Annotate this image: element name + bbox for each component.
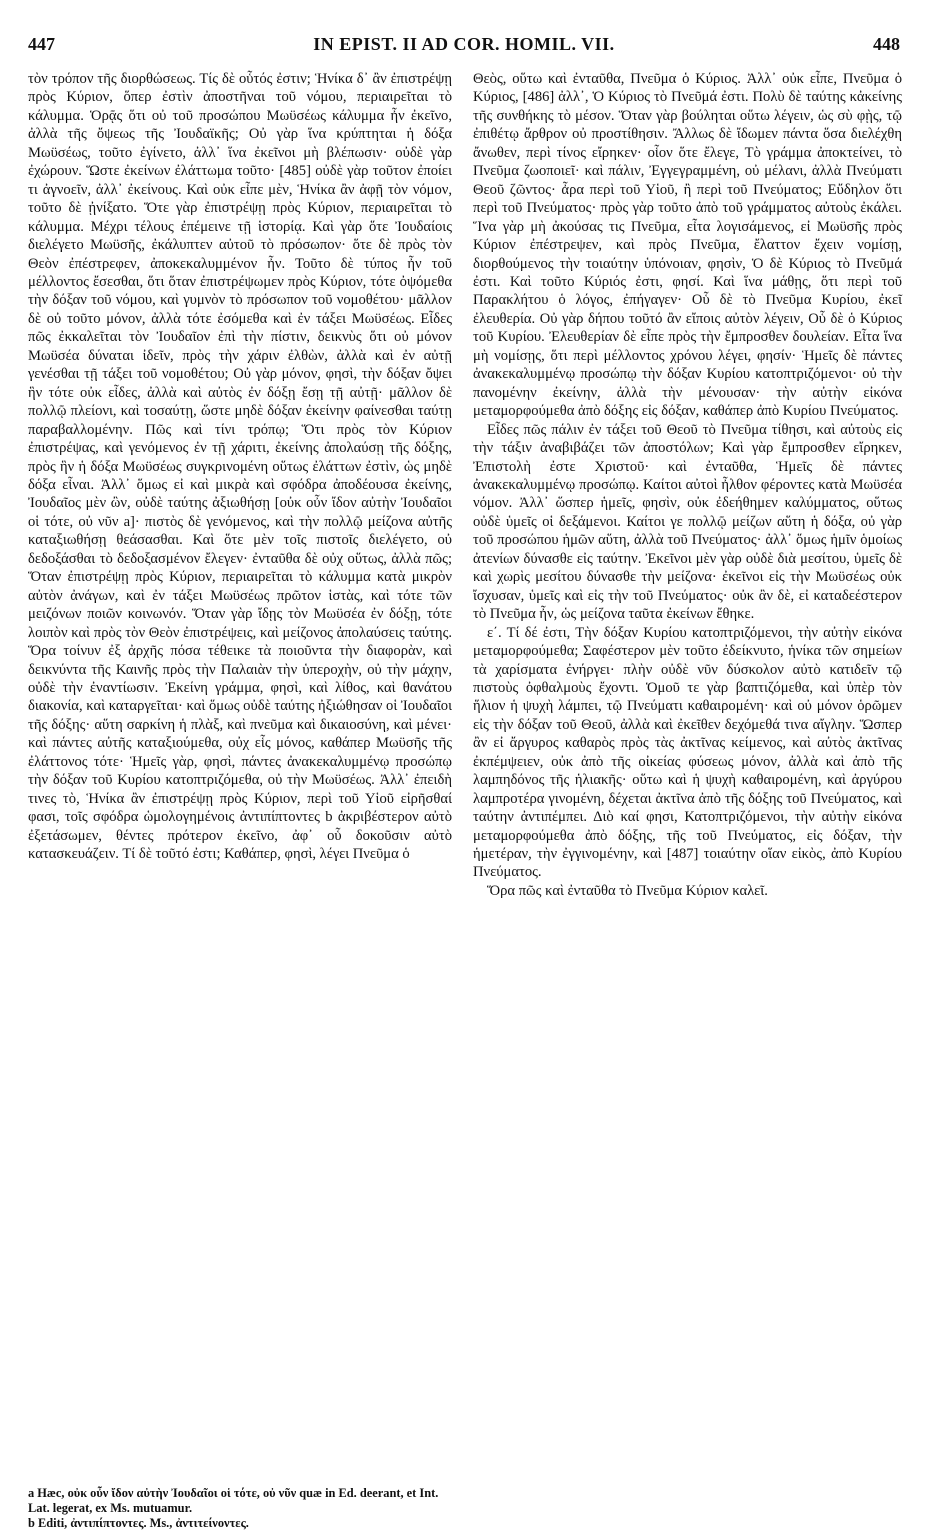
right-paragraph-1: Θεὸς, οὕτω καὶ ἐνταῦθα, Πνεῦμα ὁ Κύριος. Ἀλλ᾿ οὐκ εἶπε, Πνεῦμα ὁ Κύριος, [486] ἀλλ᾿, Ὁ Κύριος τὸ Πνεῦμά ἐστι. Πολὺ δὲ ταύτης κἀκείνης τῆς συνθήκης τὸ μέσον. Ὅταν γὰρ βούληται οὕτω λέγειν, ὡς σὺ φῂς, τῷ ἐπιθέτῳ ἄρθρον οὐ προστίθησιν. Ἄλλως δὲ ἴδωμεν πάντα ὅσα διελέχθη ἄνωθεν, περὶ τίνος εἴρηκεν· οἷον ὅτε ἔλεγε, Τὸ γράμμα ἀποκτείνει, τὸ Πνεῦμα ζωοποιεῖ· καὶ πάλιν, Ἐγγεγραμμένη, οὐ μέλανι, ἀλλὰ Πνεύματι Θεοῦ ζῶντος· ἆρα περὶ τοῦ Υἱοῦ, ἢ περὶ τοῦ Πνεύματος; Εὔδηλον ὅτι περὶ τοῦ Πνεύματος· πρὸς γὰρ τοῦτο ἀπὸ τοῦ γράμματος αὐτοὺς ἐκάλει. Ἵνα γὰρ μὴ ἀκούσας τις Πνεῦμα, εἶτα λογισάμενος, εἰ Μωϋσῆς πρὸς Κύριον ἐπέστρεψεν, καὶ πρὸς Πνεῦμα, ἔλαττον ἔχειν νομίσῃ, διορθούμενος τὴν τοιαύτην ὑπόνοιαν, φησὶν, Ὁ δὲ Κύριος τὸ Πνεῦμά ἐστι. Καὶ τοῦτο Κύριός ἐστι, φησί. Καὶ ἵνα μάθῃς, ὅτι περὶ τοῦ Παρακλήτου ὁ λόγος, ἐπήγαγεν· Οὗ δὲ τὸ Πνεῦμα Κυρίου, ἐκεῖ ἐλευθερία. Οὐ γὰρ δήπου τοῦτό ἂν εἴποις αὐτὸν λέγειν, Οὗ δὲ ὁ Κύριος τοῦ Κυρίου. Ἐλευθερίαν δὲ εἶπε πρὸς τὴν ἔμπροσθεν δουλείαν. Εἶτα ἵνα μὴ νομίσῃς, ὅτι περὶ μέλλοντος χρόνου λέγει, φησίν· Ἡμεῖς δὲ πάντες ἀνακεκαλυμμένῳ προσώπῳ τὴν δόξαν Κυρίου κατοπτριζόμενοι· οὐ τὴν πανομένην ἐκείνην, ἀλλὰ τὴν μένουσαν· τὴν αὐτὴν εἰκόνα μεταμορφούμεθα ἀπὸ δόξης εἰς δόξαν, καθάπερ ἀπὸ Κυρίου Πνεύματος. (473, 71, 902, 420)
left-paragraph-1: τὸν τρόπον τῆς διορθώσεως. Τίς δὲ οὗτός ἐστιν; Ἡνίκα δ᾿ ἂν ἐπιστρέψῃ πρὸς Κύριον, ὅπερ ἐστὶν ἀποστῆναι τοῦ νόμου, περιαιρεῖται τὸ κάλυμμα. Ὁρᾷς ὅτι οὐ τοῦ προσώπου Μωϋσέως κάλυμμα ἦν ἐκεῖνο, ἀλλὰ τῆς ὄψεως τῆς Ἰουδαϊκῆς; Οὐ γὰρ ἵνα κρύπτηται ἡ δόξα Μωϋσέως, τοῦτο ἐγίνετο, ἀλλ᾿ ἵνα ἐκεῖνοι μὴ βλέπωσιν· οὐδὲ γὰρ ἐχώρουν. Ὥστε ἐκείνων ἐλάττωμα τοῦτο· [485] οὐδὲ γὰρ τοῦτον ἐποίει τι ἀγνοεῖν, ἀλλ᾿ ἐκείνους. Καὶ οὐκ εἶπε μὲν, Ἡνίκα ἂν ἀφῇ τὸν νόμον, τοῦτο δὲ ᾐνίξατο. Ὅτε γὰρ ἐπιστρέψῃ πρὸς Κύριον, περιαιρεῖται τὸ κάλυμμα. Μέχρι τέλους ἐπέμεινε τῇ ἱστορίᾳ. Καὶ γὰρ ὅτε Ἰουδαίοις διελέγετο Μωϋσῆς, ἐκάλυπτεν αὐτοῦ τὸ πρόσωπον· ὅτε δὲ πρὸς τὸν Θεὸν ἐπέστρεφεν, ἀποκεκαλυμμένον ἦν. Τοῦτο δὲ τύπος ἦν τοῦ μέλλοντος ἔσεσθαι, ὅτι ὅταν ἐπιστρέψωμεν πρὸς Κύριον, τότε ὀψόμεθα τὴν δόξαν τοῦ νόμου, καὶ γυμνὸν τὸ πρόσωπον τοῦ νομοθέτου· μᾶλλον δὲ οὐ τοῦτο μόνον, ἀλλὰ τότε ἐσόμεθα καὶ ἐν τάξει Μωϋσέως. Εἶδες πῶς ἐκκαλεῖται τὸν Ἰουδαῖον ἐπὶ τὴν πίστιν, δεικνὺς ὅτι οὐ μόνον Μωϋσέα δύναται ἰδεῖν, πρὸς τὴν χάριν ἐλθὼν, ἀλλὰ καὶ ἐν αὐτῇ γενέσθαι τῇ τάξει τοῦ νομοθέτου; Οὐ γὰρ μόνον, φησὶ, τὴν δόξαν ὄψει ἣν τότε οὐκ εἶδες, ἀλλὰ καὶ αὐτὸς ἐν δόξῃ ἔσῃ τῇ αὐτῇ· μᾶλλον δὲ πολλῷ πλείονι, καὶ τοσαύτῃ, ὥστε μηδὲ δόξαν ἐκείνην φαίνεσθαι ταύτῃ παραβαλλομένην. Πῶς καὶ τίνι τρόπῳ; Ὅτι πρὸς τὸν Κύριον ἐπιστρέψας, καὶ γενόμενος ἐν τῇ χάριτι, ἐκείνης ἀπολαύσῃ τῆς δόξης, πρὸς ἣν ἡ δόξα Μωϋσέως συγκρινομένη οὕτως ἐλάττων ἐστὶν, ὡς μηδὲ δόξα εἶναι. Ἀλλ᾿ ὅμως εἰ καὶ μικρὰ καὶ σφόδρα ἀποδέουσα ἐκείνης, Ἰουδαῖος μὲν ὢν, οὐδὲ ταύτης ἀξιωθήσῃ [οὐκ οὖν ἴδον αὐτὴν Ἰουδαῖοι οἱ τότε, οὐ νῦν a]· πιστὸς δὲ γενόμενος, καὶ τὴν πολλῷ μείζονα αὐτῆς καταξιωθήσῃ θεάσασθαι. Καὶ ὅτε μὲν τοῖς πιστοῖς διελέγετο, οὐ δεδοξάσθαι τὸ δεδοξασμένον ἔλεγεν· ἐνταῦθα δὲ οὐχ οὕτως, ἀλλὰ πῶς; Ὅταν ἐπιστρέψῃ πρὸς Κύριον, περιαιρεῖται τὸ κάλυμμα κατὰ μικρὸν αὐτὸν ἀνάγων, καὶ ἐν τάξει Μωϋσέως πρῶτον ἱστὰς, καὶ τότε τῶν μειζόνων ποιῶν κοινωνόν. Ὅταν γὰρ ἴδῃς τὸν Μωϋσέα ἐν δόξῃ, τότε λοιπὸν καὶ πρὸς τὸν Θεὸν ἐπιστρέψεις, καὶ μείζονος ἀπολαύσεις ταύτης. Ὅρα τοίνυν ἐξ ἀρχῆς πόσα τέθεικε τὰ ποιοῦντα τὴν διαφορὰν, καὶ δεικνύντα τῆς Καινῆς πρὸς τὴν Παλαιὰν τὴν ὑπεροχὴν, οὐ τὴν μάχην, οὐδὲ τὴν ἐναντίωσιν. Ἐκείνη γράμμα, φησὶ, καὶ λίθος, καὶ θανάτου διακονία, καὶ καταργεῖται· καὶ ὅμως οὐδὲ ταύτης ἠξιώθησαν οἱ Ἰουδαῖοι τῆς δόξης· αὕτη σαρκίνη ἡ πλὰξ, καὶ πνεῦμα καὶ δικαιοσύνη, καὶ μένει· καὶ πάντες αὐτῆς καταξιούμεθα, οὐχ εἷς μόνος, καθάπερ Μωϋσῆς τῆς ἐλάττονος τότε· Ἡμεῖς γὰρ, φησὶ, πάντες ἀνακεκαλυμμένῳ προσώπῳ τὴν δόξαν τοῦ Κυρίου κατοπτριζόμεθα, οὐ τὴν Μωϋσέως. Ἀλλ᾿ ἐπειδὴ τινες τὸ, Ἡνίκα ἂν ἐπιστρέψῃ πρὸς Κύριον, περὶ τοῦ Υἱοῦ εἰρῆσθαί φασι, τοῖς σφόδρα ὡμολογημένοις ἀντιπίπτοντες b ἀκριβέστερον αὐτὸ ἐξετάσωμεν, θέντες πρότερον ἐκεῖνο, ἀφ᾿ οὗ δοκοῦσιν αὐτὸ κατασκευάζειν. Τί δὲ τοῦτό ἐστι; Καθάπερ, φησὶ, λέγει Πνεῦμα ὁ (28, 71, 452, 863)
page-number-right: 448 (872, 34, 900, 54)
right-paragraph-4: Ὅρα πῶς καὶ ἐνταῦθα τὸ Πνεῦμα Κύριον καλεῖ. (487, 882, 768, 899)
right-paragraph-2: Εἶδες πῶς πάλιν ἐν τάξει τοῦ Θεοῦ τὸ Πνεῦμα τίθησι, καὶ αὐτοὺς εἰς τὴν τάξιν ἀναβιβάζει τῶν ἀποστόλων; Καὶ γὰρ ἔμπροσθεν εἴρηκεν, Ἐπιστολὴ ἐστε Χριστοῦ· καὶ ἐνταῦθα, Ἡμεῖς δὲ πάντες ἀνακεκαλυμμένῳ προσώπῳ. Καίτοι αὐτοὶ ἦλθον φέροντες κατὰ Μωϋσέα νόμον. Ἀλλ᾿ ὥσπερ ἡμεῖς, φησὶν, οὐκ ἐδεήθημεν καλύμματος, οὕτως οὐδὲ ὑμεῖς οἱ δεξάμενοι. Καίτοι γε πολλῷ μείζων αὕτη ἡ δόξα, οὐ γὰρ τοῦ προσώπου ἡμῶν αὕτη, ἀλλὰ τοῦ Πνεύματος· ἀλλ᾿ ὅμως ἡμῖν ὁμοίως ἀτενίων δύνασθε εἰς ταύτην. Ἐκεῖνοι μὲν γὰρ οὐδὲ διὰ μεσίτου, ὑμεῖς δὲ καὶ χωρὶς μεσίτου δύνασθε τὴν μείζονα· ἐκεῖνοι εἰς τὴν Μωϋσέως οὐκ ἴσχυσαν, ὑμεῖς καὶ εἰς τὴν τοῦ Πνεύματος· οὐκ ἂν δὲ, εἰ καταδεέστερον τὸ Πνεῦμα ἦν, ὡς μείζονα ταῦτα ἐκείνων ἔθηκε. (473, 421, 902, 623)
page-number-left: 447 (28, 34, 55, 54)
footnote-a: a Hæc, οὐκ οὖν ἴδον αὐτὴν Ἰουδαῖοι οἱ τότε, οὐ νῦν quæ in Ed. deerant, et Int. Lat. legerat, ex Ms. mutuamur. (28, 1486, 439, 1515)
running-title: IN EPIST. II AD COR. HOMIL. VII. (313, 34, 615, 54)
right-paragraph-3: ε΄. Τί δέ ἐστι, Τὴν δόξαν Κυρίου κατοπτριζόμενοι, τὴν αὐτὴν εἰκόνα μεταμορφούμεθα; Σαφέστερον μὲν τοῦτο ἐδείκνυτο, ἡνίκα τῶν σημείων τὰ χαρίσματα ἐνήργει· πλὴν οὐδὲ νῦν δύσκολον αὐτὸ κατιδεῖν τῷ πιστοὺς ὀφθαλμοὺς ἔχοντι. Ὁμοῦ τε γὰρ βαπτιζόμεθα, καὶ ὑπὲρ τὸν ἥλιον ἡ ψυχὴ λάμπει, τῷ Πνεύματι καθαιρομένη· καὶ οὐ μόνον ὁρῶμεν εἰς τὴν δόξαν τοῦ Θεοῦ, ἀλλὰ καὶ ἐκεῖθεν δεχόμεθά τινα αἴγλην. Ὥσπερ ἂν εἰ ἄργυρος καθαρὸς πρὸς τὰς ἀκτῖνας κείμενος, καὶ αὐτὸς ἀκτῖνας ἐκπέμψειεν, οὐκ ἀπὸ τῆς οἰκείας φύσεως μόνον, ἀλλὰ καὶ ἀπὸ τῆς λαμπηδόνος τῆς ἡλιακῆς· οὕτω καὶ ἡ ψυχὴ καθαιρομένη, καὶ ἀργύρου λαμπροτέρα γινομένη, δέχεται ἀκτῖνα ἀπὸ τῆς δόξης τοῦ Πνεύματος, καὶ ταύτην ἀντιπέμπει. Διὸ καί φησι, Κατοπτριζόμενοι, τὴν αὐτὴν εἰκόνα μεταμορφούμεθα ἀπὸ δόξης, τῆς τοῦ Πνεύματος, εἰς δόξαν, τὴν ἡμετέραν, τὴν ἐγγινομένην, καὶ [487] τοιαύτην οἵαν εἰκὸς, ἀπὸ Κυρίου Πνεύματος. (473, 624, 902, 881)
right-column (473, 70, 902, 900)
footnotes (28, 1486, 452, 1531)
footnote-b: b Editi, ἀντιπίπτοντες. Ms., ἀντιτείνοντες. (28, 1516, 249, 1530)
left-column (28, 70, 452, 863)
running-header (28, 34, 900, 60)
